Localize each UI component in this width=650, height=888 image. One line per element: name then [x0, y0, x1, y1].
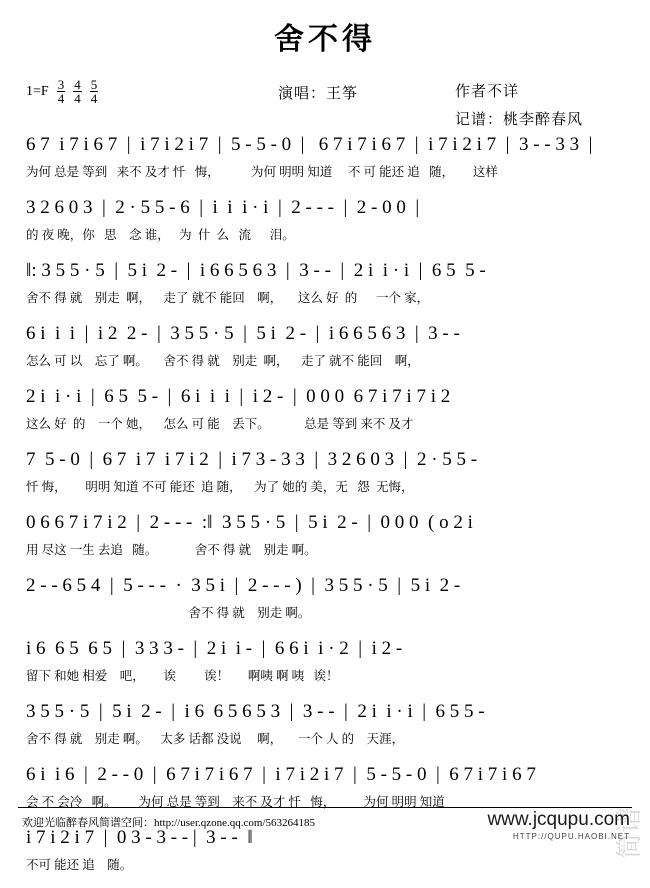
notation-line: 0 6 6 7 i 7 i 2 | 2 - - - :‖ 3 5 5 · 5 | 5 i 2 - | 0 0 0 ( o 2 i — [26, 512, 473, 533]
transcriber-credit: 记谱：桃李醉春风 — [455, 112, 584, 128]
music-system — [0, 195, 650, 258]
footer-site-url[interactable]: www.jcqupu.com — [487, 809, 630, 830]
singer-credit: 演唱：王筝 — [278, 86, 359, 102]
lyrics-line: 为何 总是 等到 来不 及才 忏 悔， 为何 明明 知道 不 可 能还 追 随， 这样 — [26, 165, 498, 179]
lyrics-line: 的 夜 晚，你 思 念 谁， 为 什 么 流 泪。 — [26, 228, 295, 242]
music-system — [0, 384, 650, 447]
notation-line: 2 - - 6 5 4 | 5 - - - · 3 5 i | 2 - - - ) | 3 5 5 · 5 | 5 i 2 - — [26, 575, 461, 596]
score-header — [0, 60, 650, 128]
meter-4-4: $\frac{4}{4}$ — [74, 77, 81, 106]
notation-line: 2 i i · i | 6 5 5 - | 6 i i i | i 2 - | 0 0 0 6 7 i 7 i 7 i 2 — [26, 386, 451, 407]
watermark-text: 简谱 — [614, 807, 644, 860]
music-system — [0, 258, 650, 321]
notation-line: i 7 i 2 i 7 | 0 3 - 3 - - | 3 - - ‖ — [26, 827, 253, 848]
notation-line: 3 2 6 0 3 | 2 · 5 5 - 6 | i i i · i | 2 - - - | 2 - 0 0 | — [26, 197, 420, 218]
music-system — [0, 573, 650, 636]
notation-line: 3 5 5 · 5 | 5 i 2 - | i 6 6 5 6 5 3 | 3 - - | 2 i i · i | 6 5 5 - — [26, 701, 485, 722]
notation-line: ‖: 3 5 5 · 5 | 5 i 2 - | i 6 6 5 6 3 | 3 - - | 2 i i · i | 6 5 5 - — [26, 260, 486, 281]
footer-credit-link[interactable]: 欢迎光临醉春风简谱空间：http://user.qzone.qq.com/563264185 — [22, 817, 316, 829]
sheet-music-page — [0, 14, 650, 872]
page-footer — [0, 807, 650, 849]
notation-line: 6 i i 6 | 2 - - 0 | 6 7 i 7 i 6 7 | i 7 i 2 i 7 | 5 - 5 - 0 | 6 7 i 7 i 6 7 — [26, 764, 536, 785]
notation-line: 7 5 - 0 | 6 7 i 7 i 7 i 2 | i 7 3 - 3 3 | 3 2 6 0 3 | 2 · 5 5 - — [26, 449, 478, 470]
music-system — [0, 699, 650, 762]
meter-5-4: $\frac{5}{4}$ — [90, 77, 98, 106]
music-system — [0, 321, 650, 384]
page-title: 舍不得 — [274, 23, 376, 56]
music-system — [0, 510, 650, 573]
lyrics-line: 会 不 会冷 啊。 为何 总是 等到 来不 及才 忏 悔， 为何 明明 知道 — [26, 795, 445, 809]
music-system — [0, 636, 650, 699]
footer-divider — [18, 807, 632, 808]
lyrics-line: 用 尽这 一生 去追 随。 舍不 得 就 别走 啊。 — [26, 543, 317, 557]
lyrics-line: 舍不 得 就 别走 啊， 走了 就不 能回 啊， 这么 好 的 一个 家， — [26, 291, 430, 305]
music-body — [0, 132, 650, 888]
lyrics-line: 不可 能还 追 随。 — [26, 858, 133, 872]
key-label: 1=F — [26, 83, 49, 99]
music-system — [0, 132, 650, 195]
lyrics-line: 舍不 得 就 别走 啊。 太多 话都 没说 啊， 一个 人 的 天涯， — [26, 732, 405, 746]
notation-line: 6 i i i | i 2 2 - | 3 5 5 · 5 | 5 i 2 - | i 6 6 5 6 3 | 3 - - — [26, 323, 460, 344]
footer-site-subtext: HTTP://QUPU.HAOBI.NET — [512, 832, 630, 841]
key-signature — [26, 78, 98, 105]
notation-line: 6 7 i 7 i 6 7 | i 7 i 2 i 7 | 5 - 5 - 0 | 6 7 i 7 i 6 7 | i 7 i 2 i 7 | 3 - - 3 3 | — [26, 134, 593, 155]
lyrics-line: 舍不 得 就 别走 啊。 — [26, 606, 311, 620]
author-credit: 作者不详 — [455, 84, 520, 100]
lyrics-line: 怎么 可 以 忘了 啊。 舍不 得 就 别走 啊， 走了 就不 能回 啊， — [26, 354, 420, 368]
lyrics-line: 忏 悔， 明明 知道 不可 能还 追 随， 为了 她的 美，无 怨 无悔， — [26, 480, 414, 494]
meter-3-4: $\frac{3}{4}$ — [57, 77, 65, 106]
lyrics-line: 留下 和她 相爱 吧， 诶 诶！ 啊咦 啊 咦 诶！ — [26, 669, 339, 683]
music-system — [0, 447, 650, 510]
lyrics-line: 这么 好 的 一个 她， 怎么 可 能 丢下。 总是 等到 来不 及才 — [26, 417, 414, 431]
notation-line: i 6 6 5 6 5 | 3 3 3 - | 2 i i - | 6 6 i i · 2 | i 2 - — [26, 638, 403, 659]
